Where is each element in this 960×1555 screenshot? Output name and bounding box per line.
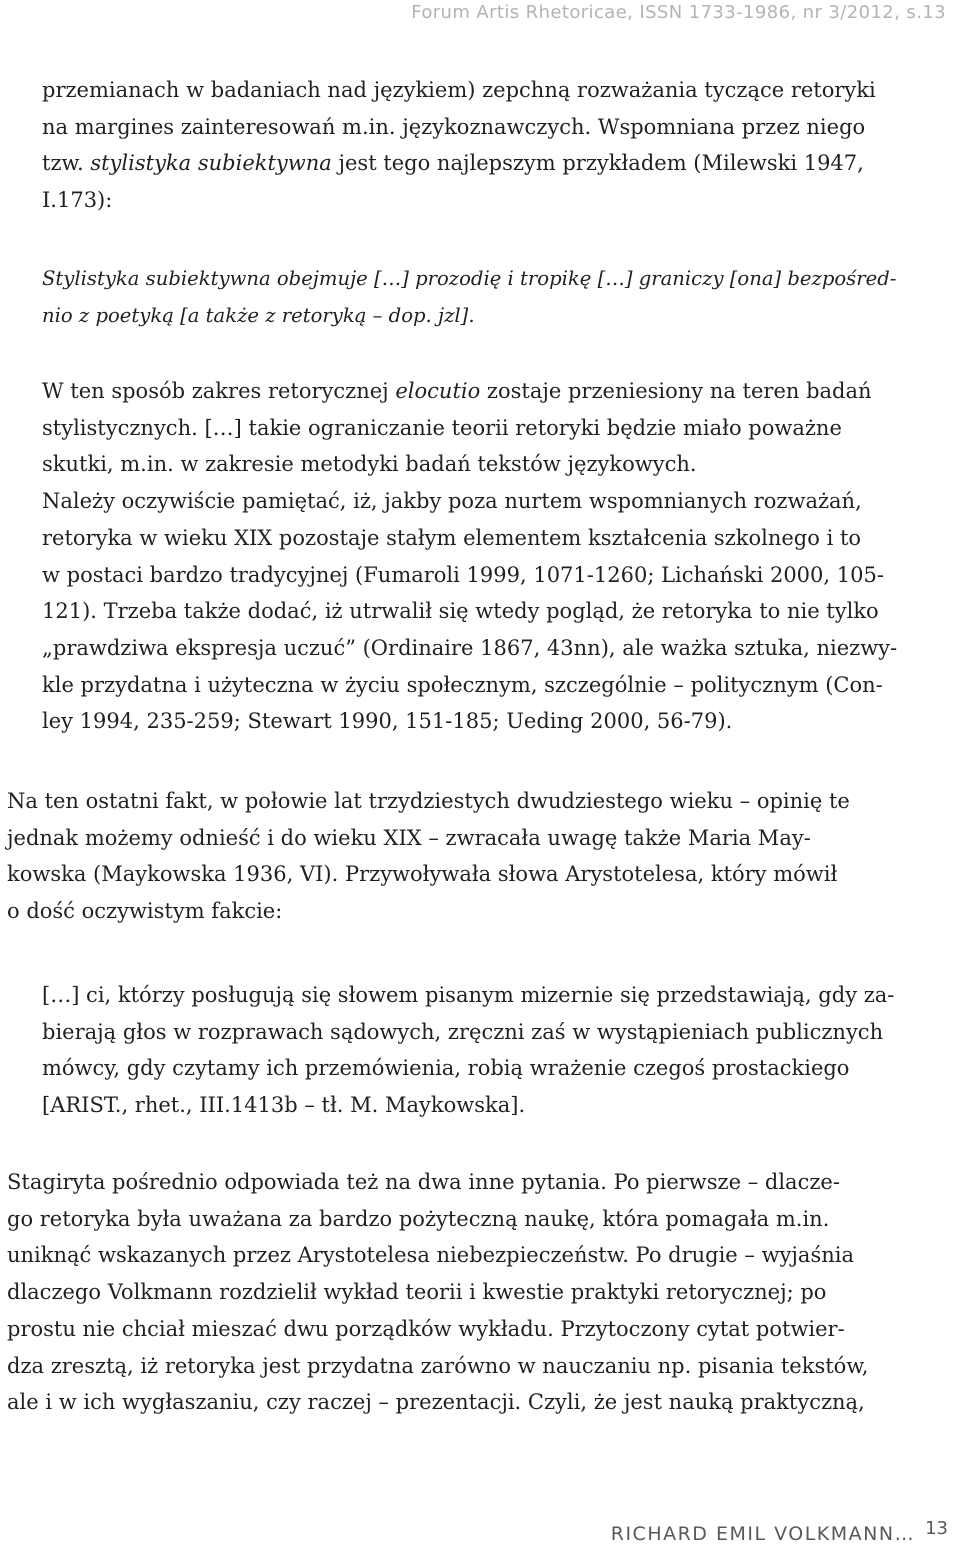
text-line: uniknąć wskazanych przez Arystotelesa niebezpieczeństw. Po drugie – wyjaśnia [7,1243,854,1268]
page-number: 13 [925,1518,948,1539]
text-line: […] ci, którzy posługują się słowem pisanym mizernie się przedstawiają, gdy za- [42,983,895,1007]
text-line: nio z poetyką [a także z retoryką – dop. jzl]. [42,303,475,327]
text-line: stylistycznych. […] takie ograniczanie teorii retoryki będzie miało poważne [42,415,842,440]
text-line: przemianach w badaniach nad językiem) zepchną rozważania tyczące retoryki [42,78,876,102]
text-line: dza zresztą, iż retoryka jest przydatna zarówno w nauczaniu np. pisania tekstów, [7,1353,869,1378]
page-footer [610,1518,948,1545]
text-line: jednak możemy odnieść i do wieku XIX – zwracała uwagę także Maria May- [7,825,811,850]
text-line: mówcy, gdy czytamy ich przemówienia, robią wrażenie czegoś prostackiego [42,1056,850,1081]
journal-header: Forum Artis Rhetoricae, ISSN 1733-1986, nr 3/2012, s.13 [411,2,946,23]
paragraph-1 [42,72,920,219]
italic-term: stylistyka subiektywna [90,151,332,176]
text-line: Należy oczywiście pamiętać, iż, jakby poza nurtem wspomnianych rozważań, [42,489,862,514]
text-line: dlaczego Volkmann rozdzielił wykład teorii i kwestie praktyki retorycznej; po [7,1280,827,1305]
text-line: „prawdziwa ekspresja uczuć” (Ordinaire 1867, 43nn), ale ważka sztuka, niezwy- [42,635,898,660]
text-line: Stagiryta pośrednio odpowiada też na dwa inne pytania. Po pierwsze – dlacze- [7,1170,840,1194]
italic-term: elocutio [395,379,481,403]
text-line: na margines zainteresowań m.in. językoznawczych. Wspomniana przez niego [42,114,866,139]
text-line: kle przydatna i użyteczna w życiu społecznym, szczególnie – politycznym (Con- [42,672,883,697]
block-quote-2 [42,977,920,1124]
text-line: tzw. stylistyka subiektywna jest tego najlepszym przykładem (Milewski 1947, [42,151,864,176]
running-title: RICHARD EMIL VOLKMANN… [610,1523,916,1545]
text-line: ley 1994, 235-259; Stewart 1990, 151-185; Ueding 2000, 56-79). [42,709,733,734]
paragraph-2 [42,373,920,740]
text-line: Stylistyka subiektywna obejmuje […] prozodię i tropikę […] graniczy [ona] bezpośred- [42,267,897,290]
text-line: prostu nie chciał mieszać dwu porządków wykładu. Przytoczony cytat potwier- [7,1316,845,1341]
text-line: skutki, m.in. w zakresie metodyki badań tekstów językowych. [42,452,697,477]
block-quote-1 [42,261,920,334]
paragraph-3 [7,783,920,930]
paragraph-4 [7,1164,920,1421]
text-line: W ten sposób zakres retorycznej elocutio zostaje przeniesiony na teren badań [42,379,872,403]
text-line: 121). Trzeba także dodać, iż utrwalił się wtedy pogląd, że retoryka to nie tylko [42,599,879,624]
text-line: I.173): [42,188,113,213]
text-line: go retoryka była uważana za bardzo pożyteczną naukę, która pomagała m.in. [7,1206,830,1231]
text-line: o dość oczywistym fakcie: [7,899,283,924]
text-line: [ARIST., rhet., III.1413b – tł. M. Maykowska]. [42,1093,526,1118]
text-line: w postaci bardzo tradycyjnej (Fumaroli 1999, 1071-1260; Lichański 2000, 105- [42,562,884,587]
text-line: Na ten ostatni fakt, w połowie lat trzydziestych dwudziestego wieku – opinię te [7,789,850,813]
text-line: kowska (Maykowska 1936, VI). Przywoływała słowa Arystotelesa, który mówił [7,862,838,887]
text-line: retoryka w wieku XIX pozostaje stałym elementem kształcenia szkolnego i to [42,525,862,550]
text-line: bierają głos w rozprawach sądowych, zręczni zaś w wystąpieniach publicznych [42,1019,884,1044]
text-line: ale i w ich wygłaszaniu, czy raczej – prezentacji. Czyli, że jest nauką praktyczną, [7,1390,865,1415]
